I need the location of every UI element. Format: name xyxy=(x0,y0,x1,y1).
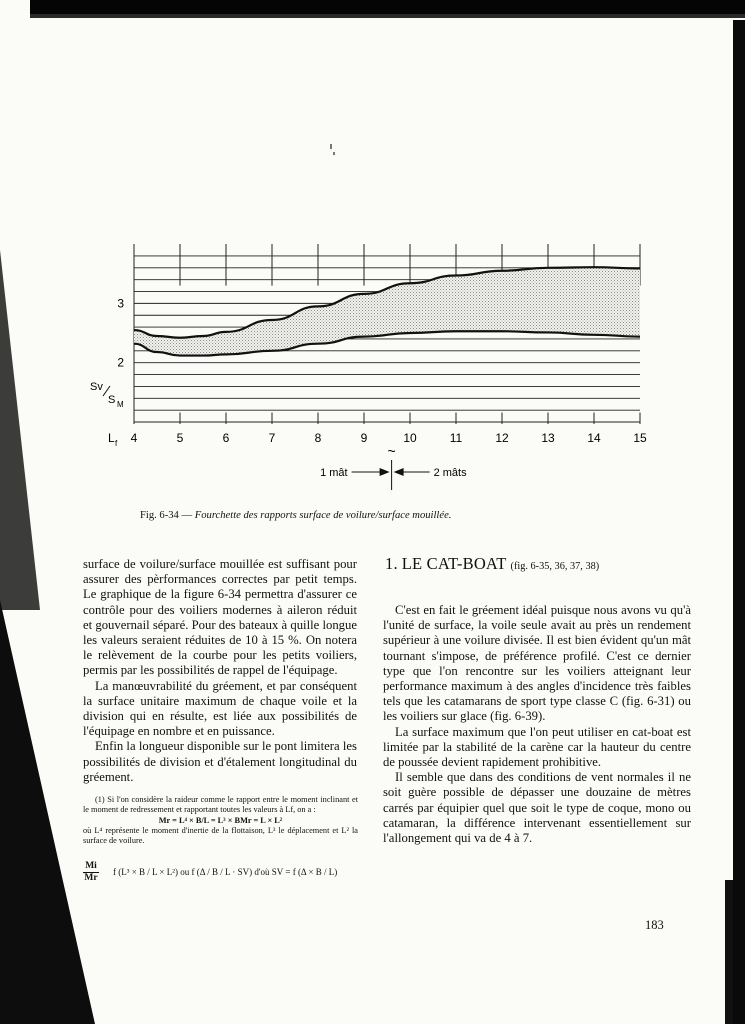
y-axis-label-subscript: M xyxy=(117,400,124,409)
y-axis-label-numerator: Sv xyxy=(90,381,103,393)
footnote-text: (1) Si l'on considère la raideur comme le rapport entre le moment inclinant et le moment de redressement et rapportant toutes les valeurs à Lf, on a : xyxy=(83,795,358,815)
y-tick-labels xyxy=(117,296,124,369)
divider-tilde: ~ xyxy=(387,443,396,459)
section-number: 1. xyxy=(385,554,398,573)
paragraph: C'est en fait le gréement idéal puisque nous avons vu qu'à l'unité de surface, la voile seule avait au près un rendement supérieur à une voilure divisée. Il est bien évident qu'un mât tournant s'impose, de préférence profilé. C'est ce dernier type que l'on rencontre sur les voiliers atteignant leur performance maximum à des angles d'incidence très faibles tels que les catamarans de sport type classe C (fig. 6-31) ou les voiliers sur glace (fig. 6-39). xyxy=(383,603,691,724)
section-heading xyxy=(385,554,705,574)
page-curl-shadow xyxy=(0,250,40,610)
paragraph: surface de voilure/surface mouillée est suffisant pour assurer des pèrformances correctes par petit temps. Le graphique de la figure 6-34 permettra d'assurer ce contrôle pour des voiliers modernes à aileron réduit et gouvernail séparé. Pour des bateaux à quille longue les valeurs seraient réduites de 10 à 15 %. On notera le relèvement de la courbe pour les petits voiliers, permis par les possibilités de rappel de l'équipage. xyxy=(83,557,357,678)
scan-border-top xyxy=(30,0,745,14)
scan-border-right-shadow xyxy=(725,880,733,1024)
section-figure-refs: (fig. 6-35, 36, 37, 38) xyxy=(510,561,600,572)
x-tick-label: 5 xyxy=(176,431,184,445)
two-masts-label: 2 mâts xyxy=(433,467,467,479)
x-tick-label: 9 xyxy=(360,431,368,445)
chart-band xyxy=(134,267,640,355)
figure-title: Fourchette des rapports surface de voilure/surface mouillée. xyxy=(194,510,452,521)
footnote-equation xyxy=(83,855,363,897)
range-band-fill xyxy=(134,267,640,355)
footnote-text: où L⁴ représente le moment d'inertie de la flottaison, L³ le déplacement et L² la surface de voilure. xyxy=(83,825,358,846)
y-tick-label: 2 xyxy=(117,355,124,370)
x-tick-label: 11 xyxy=(449,431,463,445)
figure-number: Fig. 6-34 xyxy=(140,510,179,521)
right-text-column xyxy=(383,603,691,846)
section-title: LE CAT-BOAT xyxy=(401,554,507,573)
scan-speck xyxy=(330,144,332,149)
page-curl-shadow-dark xyxy=(0,600,95,1024)
scan-border-right xyxy=(733,20,745,1024)
footnote xyxy=(83,795,358,846)
paragraph: Enfin la longueur disponible sur le pont limitera les possibilités de division et d'étalement longitudinal du gréement. xyxy=(83,739,357,784)
scan-border-top-shadow xyxy=(30,14,745,18)
footnote-formula: Mr = L⁴ × B/L = L³ × BMr = L × L² xyxy=(158,815,283,825)
x-tick-label: 8 xyxy=(314,431,322,445)
x-tick-label: 4 xyxy=(130,431,138,445)
fraction-denominator: Mr xyxy=(84,873,98,883)
x-tick-label: 7 xyxy=(268,431,276,445)
x-axis-label-subscript: f xyxy=(115,439,118,448)
x-tick-label: 10 xyxy=(403,431,417,445)
x-tick-label: 12 xyxy=(495,431,509,445)
sail-area-ratio-chart xyxy=(80,238,660,498)
paragraph: La surface maximum que l'on peut utiliser en cat-boat est limitée par la stabilité de la carène car la hauteur du centre de poussée devient rapidement prohibitive. xyxy=(383,724,691,770)
equation-body: f (L³ × B / L × L²) ou f (Δ / B / L · SV) d'où SV = f (Δ × B / L) xyxy=(113,867,338,877)
left-text-column xyxy=(83,557,357,785)
one-mast-label: 1 mât xyxy=(320,467,348,479)
figure-caption xyxy=(140,510,610,521)
scan-speck xyxy=(333,152,335,155)
x-tick-label: 13 xyxy=(541,431,555,445)
caption-dash: — xyxy=(181,510,193,521)
two-masts-arrowhead xyxy=(394,468,404,476)
mast-count-legend xyxy=(320,443,467,490)
x-axis-label: L xyxy=(108,431,115,445)
x-tick-label: 14 xyxy=(587,431,601,445)
one-mast-arrowhead xyxy=(380,468,390,476)
y-tick-label: 3 xyxy=(117,296,124,311)
paragraph: La manœuvrabilité du gréement, et par conséquent la surface unitaire maximum de chaque voile et la division qui en résulte, est liée aux possibilités de l'équipage en nombre et en puissance. xyxy=(83,678,357,739)
y-axis-label-denominator: S xyxy=(108,394,116,406)
fraction-numerator: Mi xyxy=(83,861,99,873)
page-number: 183 xyxy=(645,918,664,932)
paragraph: Il semble que dans des conditions de vent normales il ne soit guère possible de dépasser une douzaine de mètres carrés par équipier quel que soit le type de coque, mono ou catamaran, la différence intervenant essentiellement sur l'allongement qui va de 4 à 7. xyxy=(383,770,691,846)
x-tick-label: 15 xyxy=(633,431,647,445)
x-tick-label: 6 xyxy=(222,431,230,445)
